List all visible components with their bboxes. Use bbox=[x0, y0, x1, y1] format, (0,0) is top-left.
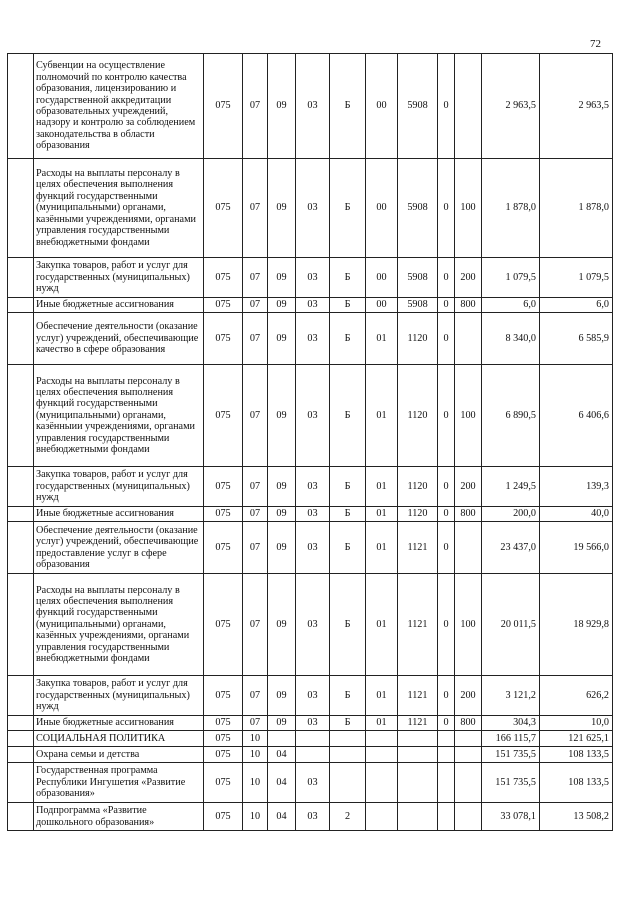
row-name-cell bbox=[34, 522, 204, 574]
row-name-cell bbox=[34, 54, 204, 159]
direction-code: 1121 bbox=[398, 716, 438, 731]
expense-type-code: 800 bbox=[455, 507, 482, 522]
row-name-cell bbox=[34, 676, 204, 716]
direction-code: 1120 bbox=[398, 507, 438, 522]
table-row bbox=[8, 803, 613, 831]
amount-executed: 6 585,9 bbox=[540, 313, 613, 365]
amount-approved: 1 878,0 bbox=[482, 159, 540, 258]
row-name: Иные бюджетные ассигнования bbox=[36, 508, 174, 520]
activity-code: 01 bbox=[366, 507, 398, 522]
expense-type-code bbox=[455, 731, 482, 747]
budget-table bbox=[7, 53, 613, 831]
expense-type-code: 100 bbox=[455, 159, 482, 258]
expense-type-code: 100 bbox=[455, 574, 482, 676]
amount-executed: 2 963,5 bbox=[540, 54, 613, 159]
subsection-code: 09 bbox=[268, 365, 296, 467]
subprogram-code: Б bbox=[330, 298, 366, 313]
ministry-code: 075 bbox=[204, 676, 243, 716]
program-code: 03 bbox=[296, 803, 330, 831]
section-code: 07 bbox=[243, 676, 268, 716]
amount-executed: 6,0 bbox=[540, 298, 613, 313]
amount-executed: 40,0 bbox=[540, 507, 613, 522]
program-code: 03 bbox=[296, 258, 330, 298]
activity-code: 00 bbox=[366, 159, 398, 258]
row-name: Закупка товаров, работ и услуг для государственных (муниципальных) нужд bbox=[36, 678, 190, 713]
program-code bbox=[296, 731, 330, 747]
section-code: 07 bbox=[243, 159, 268, 258]
expense-type-code bbox=[455, 803, 482, 831]
subsection-code: 09 bbox=[268, 522, 296, 574]
section-code: 10 bbox=[243, 747, 268, 763]
subprogram-code: Б bbox=[330, 522, 366, 574]
subprogram-code: Б bbox=[330, 258, 366, 298]
row-margin-cell bbox=[8, 258, 34, 298]
amount-executed: 626,2 bbox=[540, 676, 613, 716]
expense-type-code: 200 bbox=[455, 258, 482, 298]
expense-type-code bbox=[455, 747, 482, 763]
subsection-code: 09 bbox=[268, 574, 296, 676]
subsection-code: 09 bbox=[268, 716, 296, 731]
row-margin-cell bbox=[8, 507, 34, 522]
element-code: 0 bbox=[438, 298, 455, 313]
subsection-code: 09 bbox=[268, 507, 296, 522]
ministry-code: 075 bbox=[204, 365, 243, 467]
amount-approved: 2 963,5 bbox=[482, 54, 540, 159]
amount-approved: 20 011,5 bbox=[482, 574, 540, 676]
section-code: 07 bbox=[243, 522, 268, 574]
row-name-cell bbox=[34, 574, 204, 676]
row-name-cell bbox=[34, 507, 204, 522]
amount-approved: 200,0 bbox=[482, 507, 540, 522]
subsection-code: 04 bbox=[268, 747, 296, 763]
subprogram-code: Б bbox=[330, 159, 366, 258]
program-code: 03 bbox=[296, 507, 330, 522]
subsection-code: 09 bbox=[268, 676, 296, 716]
row-name: Закупка товаров, работ и услуг для государственных (муниципальных) нужд bbox=[36, 260, 190, 295]
subsection-code: 09 bbox=[268, 298, 296, 313]
program-code: 03 bbox=[296, 365, 330, 467]
ministry-code: 075 bbox=[204, 298, 243, 313]
page-number: 72 bbox=[590, 38, 601, 50]
amount-approved: 6 890,5 bbox=[482, 365, 540, 467]
activity-code bbox=[366, 803, 398, 831]
amount-executed: 1 079,5 bbox=[540, 258, 613, 298]
row-name: Иные бюджетные ассигнования bbox=[36, 299, 174, 311]
expense-type-code bbox=[455, 313, 482, 365]
element-code: 0 bbox=[438, 574, 455, 676]
table-row bbox=[8, 731, 613, 747]
table-row bbox=[8, 574, 613, 676]
program-code: 03 bbox=[296, 574, 330, 676]
section-code: 07 bbox=[243, 298, 268, 313]
activity-code: 01 bbox=[366, 313, 398, 365]
amount-approved: 6,0 bbox=[482, 298, 540, 313]
row-name: Расходы на выплаты персоналу в целях обеспечения выполнения функций государственными (муниципальными) органами, казённыии учреждениями, органами управления государственными внебюджетными фондами bbox=[36, 375, 195, 456]
expense-type-code bbox=[455, 763, 482, 803]
activity-code bbox=[366, 731, 398, 747]
activity-code bbox=[366, 747, 398, 763]
row-name-cell bbox=[34, 159, 204, 258]
amount-executed: 108 133,5 bbox=[540, 763, 613, 803]
table-row bbox=[8, 159, 613, 258]
table-row bbox=[8, 313, 613, 365]
element-code: 0 bbox=[438, 159, 455, 258]
program-code bbox=[296, 747, 330, 763]
subsection-code: 04 bbox=[268, 803, 296, 831]
direction-code: 1121 bbox=[398, 522, 438, 574]
row-name: Субвенции на осуществление полномочий по контролю качества образования, лицензированию и государственной аккредитации образовательных учреждений, надзору и контролю за соблюдением законодательства в области образования bbox=[36, 60, 196, 152]
element-code bbox=[438, 747, 455, 763]
row-name-cell bbox=[34, 731, 204, 747]
ministry-code: 075 bbox=[204, 803, 243, 831]
element-code: 0 bbox=[438, 54, 455, 159]
expense-type-code: 800 bbox=[455, 716, 482, 731]
row-margin-cell bbox=[8, 313, 34, 365]
direction-code: 5908 bbox=[398, 159, 438, 258]
direction-code bbox=[398, 803, 438, 831]
ministry-code: 075 bbox=[204, 716, 243, 731]
row-margin-cell bbox=[8, 159, 34, 258]
amount-executed: 139,3 bbox=[540, 467, 613, 507]
row-margin-cell bbox=[8, 54, 34, 159]
row-margin-cell bbox=[8, 803, 34, 831]
element-code: 0 bbox=[438, 676, 455, 716]
ministry-code: 075 bbox=[204, 54, 243, 159]
section-code: 10 bbox=[243, 803, 268, 831]
activity-code: 00 bbox=[366, 54, 398, 159]
section-code: 10 bbox=[243, 763, 268, 803]
subsection-code bbox=[268, 731, 296, 747]
direction-code: 5908 bbox=[398, 258, 438, 298]
amount-approved: 23 437,0 bbox=[482, 522, 540, 574]
row-name: Подпрограмма «Развитие дошкольного образования» bbox=[36, 805, 155, 828]
ministry-code: 075 bbox=[204, 159, 243, 258]
expense-type-code: 200 bbox=[455, 676, 482, 716]
activity-code: 01 bbox=[366, 716, 398, 731]
amount-approved: 3 121,2 bbox=[482, 676, 540, 716]
table-row bbox=[8, 365, 613, 467]
ministry-code: 075 bbox=[204, 313, 243, 365]
element-code: 0 bbox=[438, 507, 455, 522]
row-margin-cell bbox=[8, 574, 34, 676]
amount-executed: 108 133,5 bbox=[540, 747, 613, 763]
row-name: Обеспечение деятельности (оказание услуг) учреждений, обеспечивающие предоставление услуг в сфере образования bbox=[36, 524, 199, 570]
subprogram-code: 2 bbox=[330, 803, 366, 831]
expense-type-code bbox=[455, 54, 482, 159]
subsection-code: 09 bbox=[268, 313, 296, 365]
subprogram-code: Б bbox=[330, 676, 366, 716]
direction-code: 5908 bbox=[398, 298, 438, 313]
direction-code bbox=[398, 731, 438, 747]
row-margin-cell bbox=[8, 676, 34, 716]
row-name: Расходы на выплаты персоналу в целях обеспечения выполнения функций государственными (муниципальными) органами, казёнными учреждениями, органами управления государственными внебюджетными фондами bbox=[36, 168, 196, 248]
program-code: 03 bbox=[296, 763, 330, 803]
row-name-cell bbox=[34, 258, 204, 298]
element-code: 0 bbox=[438, 467, 455, 507]
amount-approved: 304,3 bbox=[482, 716, 540, 731]
amount-executed: 1 878,0 bbox=[540, 159, 613, 258]
ministry-code: 075 bbox=[204, 467, 243, 507]
amount-executed: 13 508,2 bbox=[540, 803, 613, 831]
ministry-code: 075 bbox=[204, 522, 243, 574]
element-code bbox=[438, 731, 455, 747]
section-code: 07 bbox=[243, 574, 268, 676]
row-margin-cell bbox=[8, 467, 34, 507]
amount-approved: 8 340,0 bbox=[482, 313, 540, 365]
section-code: 07 bbox=[243, 54, 268, 159]
amount-approved: 151 735,5 bbox=[482, 763, 540, 803]
row-name: СОЦИАЛЬНАЯ ПОЛИТИКА bbox=[36, 732, 166, 744]
row-margin-cell bbox=[8, 763, 34, 803]
row-name: Государственная программа Республики Ингушетия «Развитие образования» bbox=[36, 765, 186, 800]
element-code: 0 bbox=[438, 313, 455, 365]
amount-executed: 121 625,1 bbox=[540, 731, 613, 747]
row-margin-cell bbox=[8, 747, 34, 763]
ministry-code: 075 bbox=[204, 747, 243, 763]
subsection-code: 09 bbox=[268, 467, 296, 507]
row-name-cell bbox=[34, 803, 204, 831]
table-row bbox=[8, 507, 613, 522]
table-body bbox=[8, 54, 613, 831]
program-code: 03 bbox=[296, 676, 330, 716]
ministry-code: 075 bbox=[204, 731, 243, 747]
program-code: 03 bbox=[296, 467, 330, 507]
amount-executed: 19 566,0 bbox=[540, 522, 613, 574]
direction-code: 1121 bbox=[398, 676, 438, 716]
subprogram-code: Б bbox=[330, 467, 366, 507]
amount-executed: 6 406,6 bbox=[540, 365, 613, 467]
ministry-code: 075 bbox=[204, 574, 243, 676]
row-name-cell bbox=[34, 365, 204, 467]
section-code: 07 bbox=[243, 313, 268, 365]
table-row bbox=[8, 747, 613, 763]
subprogram-code bbox=[330, 747, 366, 763]
row-name: Расходы на выплаты персоналу в целях обеспечения выполнения функций государственными (муниципальными) органами, казённых учреждениями, органами управления государственными внебюджетными фондами bbox=[36, 584, 190, 665]
subprogram-code: Б bbox=[330, 716, 366, 731]
amount-approved: 1 249,5 bbox=[482, 467, 540, 507]
direction-code: 1120 bbox=[398, 365, 438, 467]
subprogram-code: Б bbox=[330, 365, 366, 467]
row-name-cell bbox=[34, 298, 204, 313]
subsection-code: 09 bbox=[268, 54, 296, 159]
expense-type-code: 200 bbox=[455, 467, 482, 507]
section-code: 07 bbox=[243, 365, 268, 467]
subprogram-code: Б bbox=[330, 54, 366, 159]
program-code: 03 bbox=[296, 298, 330, 313]
table-row bbox=[8, 298, 613, 313]
element-code: 0 bbox=[438, 258, 455, 298]
activity-code: 01 bbox=[366, 365, 398, 467]
subsection-code: 09 bbox=[268, 159, 296, 258]
activity-code bbox=[366, 763, 398, 803]
table-row bbox=[8, 716, 613, 731]
element-code bbox=[438, 803, 455, 831]
table-row bbox=[8, 467, 613, 507]
element-code: 0 bbox=[438, 522, 455, 574]
element-code: 0 bbox=[438, 365, 455, 467]
section-code: 07 bbox=[243, 258, 268, 298]
element-code: 0 bbox=[438, 716, 455, 731]
program-code: 03 bbox=[296, 159, 330, 258]
activity-code: 01 bbox=[366, 574, 398, 676]
amount-executed: 10,0 bbox=[540, 716, 613, 731]
activity-code: 01 bbox=[366, 522, 398, 574]
expense-type-code bbox=[455, 522, 482, 574]
row-name-cell bbox=[34, 313, 204, 365]
activity-code: 01 bbox=[366, 676, 398, 716]
section-code: 07 bbox=[243, 467, 268, 507]
section-code: 07 bbox=[243, 716, 268, 731]
activity-code: 01 bbox=[366, 467, 398, 507]
subsection-code: 04 bbox=[268, 763, 296, 803]
ministry-code: 075 bbox=[204, 763, 243, 803]
table-row bbox=[8, 522, 613, 574]
ministry-code: 075 bbox=[204, 258, 243, 298]
table-row bbox=[8, 258, 613, 298]
table-row bbox=[8, 676, 613, 716]
table-row bbox=[8, 763, 613, 803]
amount-approved: 166 115,7 bbox=[482, 731, 540, 747]
expense-type-code: 800 bbox=[455, 298, 482, 313]
row-name: Закупка товаров, работ и услуг для государственных (муниципальных) нужд bbox=[36, 469, 190, 504]
direction-code: 1120 bbox=[398, 467, 438, 507]
subprogram-code: Б bbox=[330, 507, 366, 522]
row-margin-cell bbox=[8, 522, 34, 574]
row-name-cell bbox=[34, 763, 204, 803]
direction-code: 1120 bbox=[398, 313, 438, 365]
section-code: 07 bbox=[243, 507, 268, 522]
program-code: 03 bbox=[296, 54, 330, 159]
row-name-cell bbox=[34, 467, 204, 507]
activity-code: 00 bbox=[366, 298, 398, 313]
row-name-cell bbox=[34, 716, 204, 731]
subprogram-code bbox=[330, 731, 366, 747]
ministry-code: 075 bbox=[204, 507, 243, 522]
row-margin-cell bbox=[8, 716, 34, 731]
row-margin-cell bbox=[8, 731, 34, 747]
subsection-code: 09 bbox=[268, 258, 296, 298]
row-margin-cell bbox=[8, 365, 34, 467]
amount-approved: 1 079,5 bbox=[482, 258, 540, 298]
row-name: Охрана семьи и детства bbox=[36, 748, 140, 760]
amount-executed: 18 929,8 bbox=[540, 574, 613, 676]
program-code: 03 bbox=[296, 313, 330, 365]
row-name-cell bbox=[34, 747, 204, 763]
subprogram-code bbox=[330, 763, 366, 803]
element-code bbox=[438, 763, 455, 803]
expense-type-code: 100 bbox=[455, 365, 482, 467]
row-name: Обеспечение деятельности (оказание услуг) учреждений, обеспечивающие качество в сфере образования bbox=[36, 321, 199, 356]
program-code: 03 bbox=[296, 716, 330, 731]
subprogram-code: Б bbox=[330, 313, 366, 365]
amount-approved: 151 735,5 bbox=[482, 747, 540, 763]
direction-code: 5908 bbox=[398, 54, 438, 159]
amount-approved: 33 078,1 bbox=[482, 803, 540, 831]
table-row bbox=[8, 54, 613, 159]
direction-code bbox=[398, 763, 438, 803]
program-code: 03 bbox=[296, 522, 330, 574]
row-name: Иные бюджетные ассигнования bbox=[36, 717, 174, 729]
section-code: 10 bbox=[243, 731, 268, 747]
direction-code: 1121 bbox=[398, 574, 438, 676]
activity-code: 00 bbox=[366, 258, 398, 298]
subprogram-code: Б bbox=[330, 574, 366, 676]
direction-code bbox=[398, 747, 438, 763]
row-margin-cell bbox=[8, 298, 34, 313]
